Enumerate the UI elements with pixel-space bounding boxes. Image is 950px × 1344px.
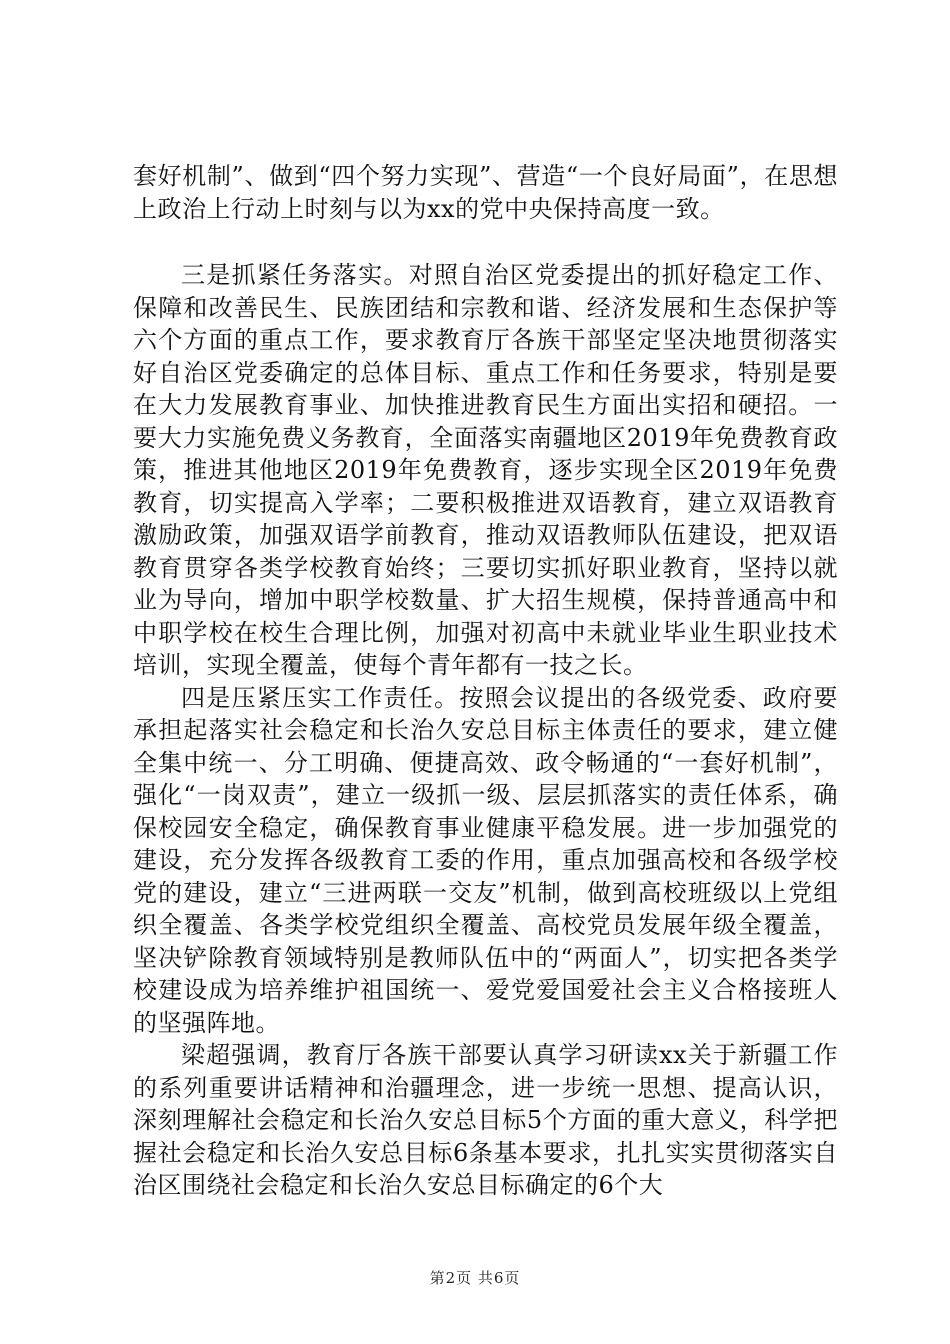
document-body [133, 160, 838, 1202]
paragraph-gap [133, 225, 838, 259]
paragraph-emphasis: 梁超强调，教育厅各族干部要认真学习研读xx关于新疆工作的系列重要讲话精神和治疆理念，进一步统一思想、提高认识，深刻理解社会稳定和长治久安总目标5个方面的重大意义，科学把握社会稳定和长治久安总目标6条基本要求，扎扎实实贯彻落实自治区围绕社会稳定和长治久安总目标确定的6个大 [133, 1041, 838, 1199]
paragraph-task-implementation: 三是抓紧任务落实。对照自治区党委提出的抓好稳定工作、保障和改善民生、民族团结和宗教和谐、经济发展和生态保护等六个方面的重点工作，要求教育厅各族干部坚定坚决地贯彻落实好自治区党委确定的总体目标、重点工作和任务要求，特别是要在大力发展教育事业、加快推进教育民生方面出实招和硬招。一要大力实施免费义务教育，全面落实南疆地区2019年免费教育政策，推进其他地区2019年免费教育，逐步实现全区2019年免费教育，切实提高入学率；二要积极推进双语教育，建立双语教育激励政策，加强双语学前教育，推动双语教师队伍建设，把双语教育贯穿各类学校教育始终；三要切实抓好职业教育，坚持以就业为导向，增加中职学校数量、扩大招生规模，保持普通高中和中职学校在校生合理比例，加强对初高中未就业毕业生职业技术培训，实现全覆盖，使每个青年都有一技之长。 [133, 261, 838, 679]
paragraph-continuation: 套好机制”、做到“四个努力实现”、营造“一个良好局面”，在思想上政治上行动上时刻与以为xx的党中央保持高度一致。 [133, 162, 838, 223]
page-number-footer: 第2页 共6页 [429, 1269, 521, 1287]
paragraph-work-responsibility: 四是压紧压实工作责任。按照会议提出的各级党委、政府要承担起落实社会稳定和长治久安总目标主体责任的要求，建立健全集中统一、分工明确、便捷高效、政令畅通的“一套好机制”，强化“一岗双责”，建立一级抓一级、层层抓落实的责任体系，确保校园安全稳定，确保教育事业健康平稳发展。进一步加强党的建设，充分发挥各级教育工委的作用，重点加强高校和各级学校党的建设，建立“三进两联一交友”机制，做到高校班级以上党组织全覆盖、各类学校党组织全覆盖、高校党员发展年级全覆盖，坚决铲除教育领域特别是教师队伍中的“两面人”，切实把各类学校建设成为培养维护祖国统一、爱党爱国爱社会主义合格接班人的坚强阵地。 [133, 683, 838, 1037]
